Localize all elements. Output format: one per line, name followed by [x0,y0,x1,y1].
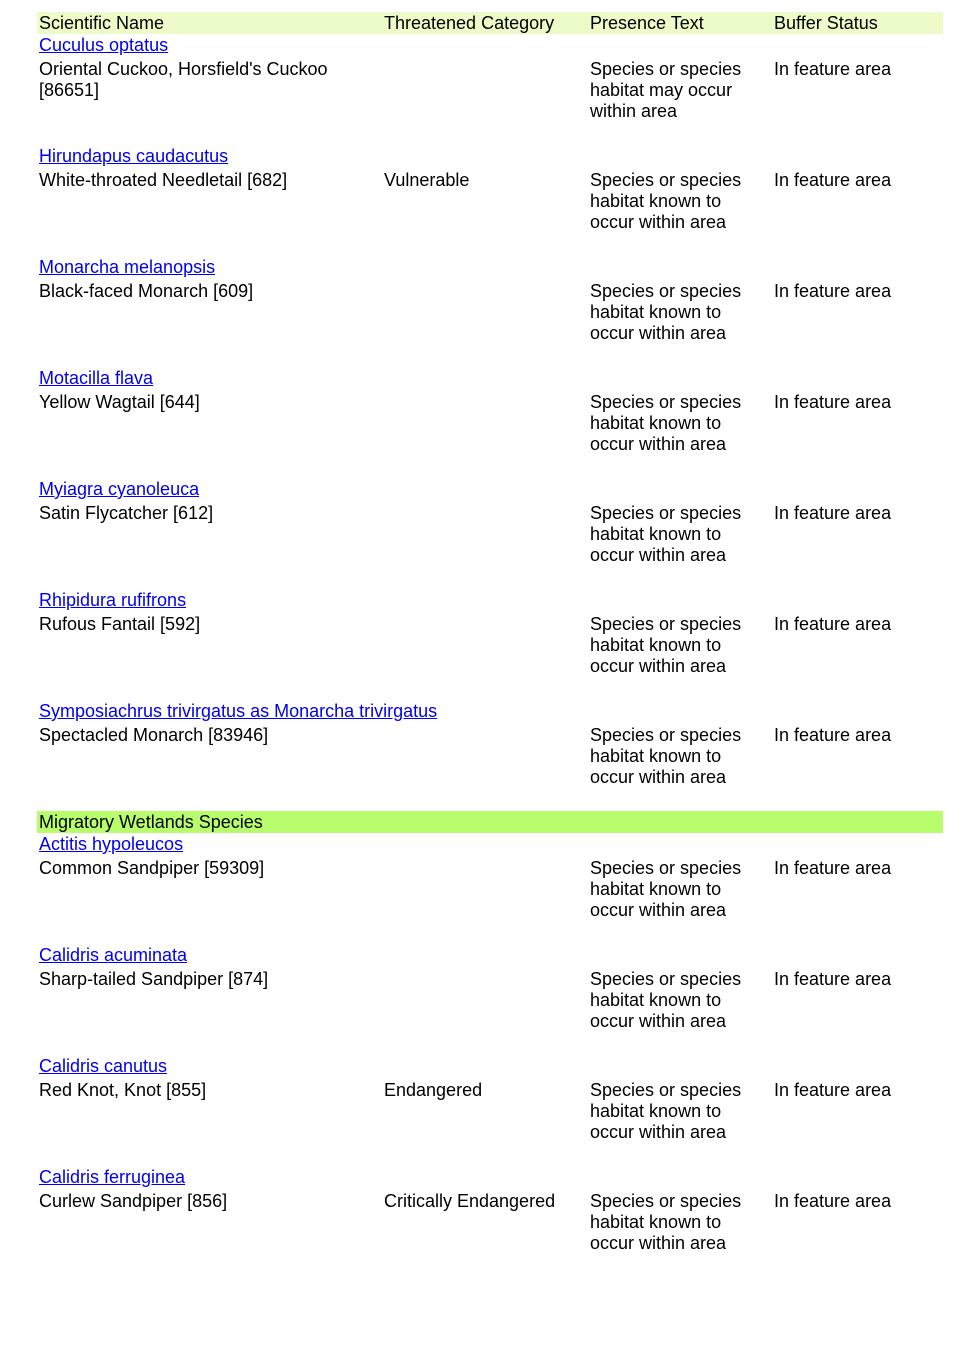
group-header-migratory-wetlands [37,811,943,833]
table-row [37,367,943,478]
header-buffer-status: Buffer Status [774,13,878,33]
common-name: Yellow Wagtail [644] [39,392,200,412]
migratory-species-list [37,34,943,811]
table-row [37,944,943,1055]
common-name: Red Knot, Knot [855] [39,1080,207,1100]
presence-text: Species or species habitat known to occur within area [590,1191,742,1253]
species-link[interactable]: Rhipidura rufifrons [39,590,187,610]
species-link[interactable]: Calidris acuminata [39,945,188,965]
common-name: Oriental Cuckoo, Horsfield's Cuckoo [86651] [39,59,328,100]
wetlands-species-list [37,833,943,1277]
table-row [37,1055,943,1166]
common-name: Sharp-tailed Sandpiper [874] [39,969,269,989]
presence-text: Species or species habitat may occur within area [590,59,742,121]
table-row [37,833,943,944]
presence-text: Species or species habitat known to occur within area [590,969,742,1031]
species-link[interactable]: Calidris canutus [39,1056,168,1076]
header-threatened-category: Threatened Category [384,13,555,33]
presence-text: Species or species habitat known to occur within area [590,170,742,232]
table-row [37,34,943,145]
table-row [37,478,943,589]
species-table [37,12,943,1277]
presence-text: Species or species habitat known to occur within area [590,1080,742,1142]
threatened-category: Critically Endangered [384,1191,556,1211]
buffer-status: In feature area [774,725,892,745]
buffer-status: In feature area [774,614,892,634]
presence-text: Species or species habitat known to occur within area [590,503,742,565]
presence-text: Species or species habitat known to occur within area [590,725,742,787]
common-name: Spectacled Monarch [83946] [39,725,269,745]
species-link[interactable]: Hirundapus caudacutus [39,146,229,166]
common-name: Curlew Sandpiper [856] [39,1191,228,1211]
species-link[interactable]: Cuculus optatus [39,35,169,55]
buffer-status: In feature area [774,969,892,989]
presence-text: Species or species habitat known to occur within area [590,281,742,343]
table-row [37,145,943,256]
common-name: White-throated Needletail [682] [39,170,288,190]
species-link[interactable]: Actitis hypoleucos [39,834,184,854]
species-link[interactable]: Symposiachrus trivirgatus as Monarcha trivirgatus [39,701,438,721]
table-row [37,1166,943,1277]
buffer-status: In feature area [774,1191,892,1211]
threatened-category: Endangered [384,1080,483,1100]
presence-text: Species or species habitat known to occur within area [590,858,742,920]
header-scientific-name: Scientific Name [39,13,165,33]
table-row [37,589,943,700]
group-label: Migratory Wetlands Species [39,812,263,832]
table-row [37,256,943,367]
table-header [37,12,943,34]
buffer-status: In feature area [774,1080,892,1100]
common-name: Black-faced Monarch [609] [39,281,254,301]
header-presence-text: Presence Text [590,13,704,33]
buffer-status: In feature area [774,392,892,412]
common-name: Satin Flycatcher [612] [39,503,214,523]
species-link[interactable]: Myiagra cyanoleuca [39,479,200,499]
table-row [37,700,943,811]
buffer-status: In feature area [774,858,892,878]
species-link[interactable]: Monarcha melanopsis [39,257,216,277]
species-link[interactable]: Calidris ferruginea [39,1167,186,1187]
species-link[interactable]: Motacilla flava [39,368,154,388]
buffer-status: In feature area [774,170,892,190]
presence-text: Species or species habitat known to occur within area [590,392,742,454]
buffer-status: In feature area [774,59,892,79]
threatened-category: Vulnerable [384,170,470,190]
presence-text: Species or species habitat known to occur within area [590,614,742,676]
common-name: Common Sandpiper [59309] [39,858,265,878]
common-name: Rufous Fantail [592] [39,614,201,634]
buffer-status: In feature area [774,503,892,523]
buffer-status: In feature area [774,281,892,301]
